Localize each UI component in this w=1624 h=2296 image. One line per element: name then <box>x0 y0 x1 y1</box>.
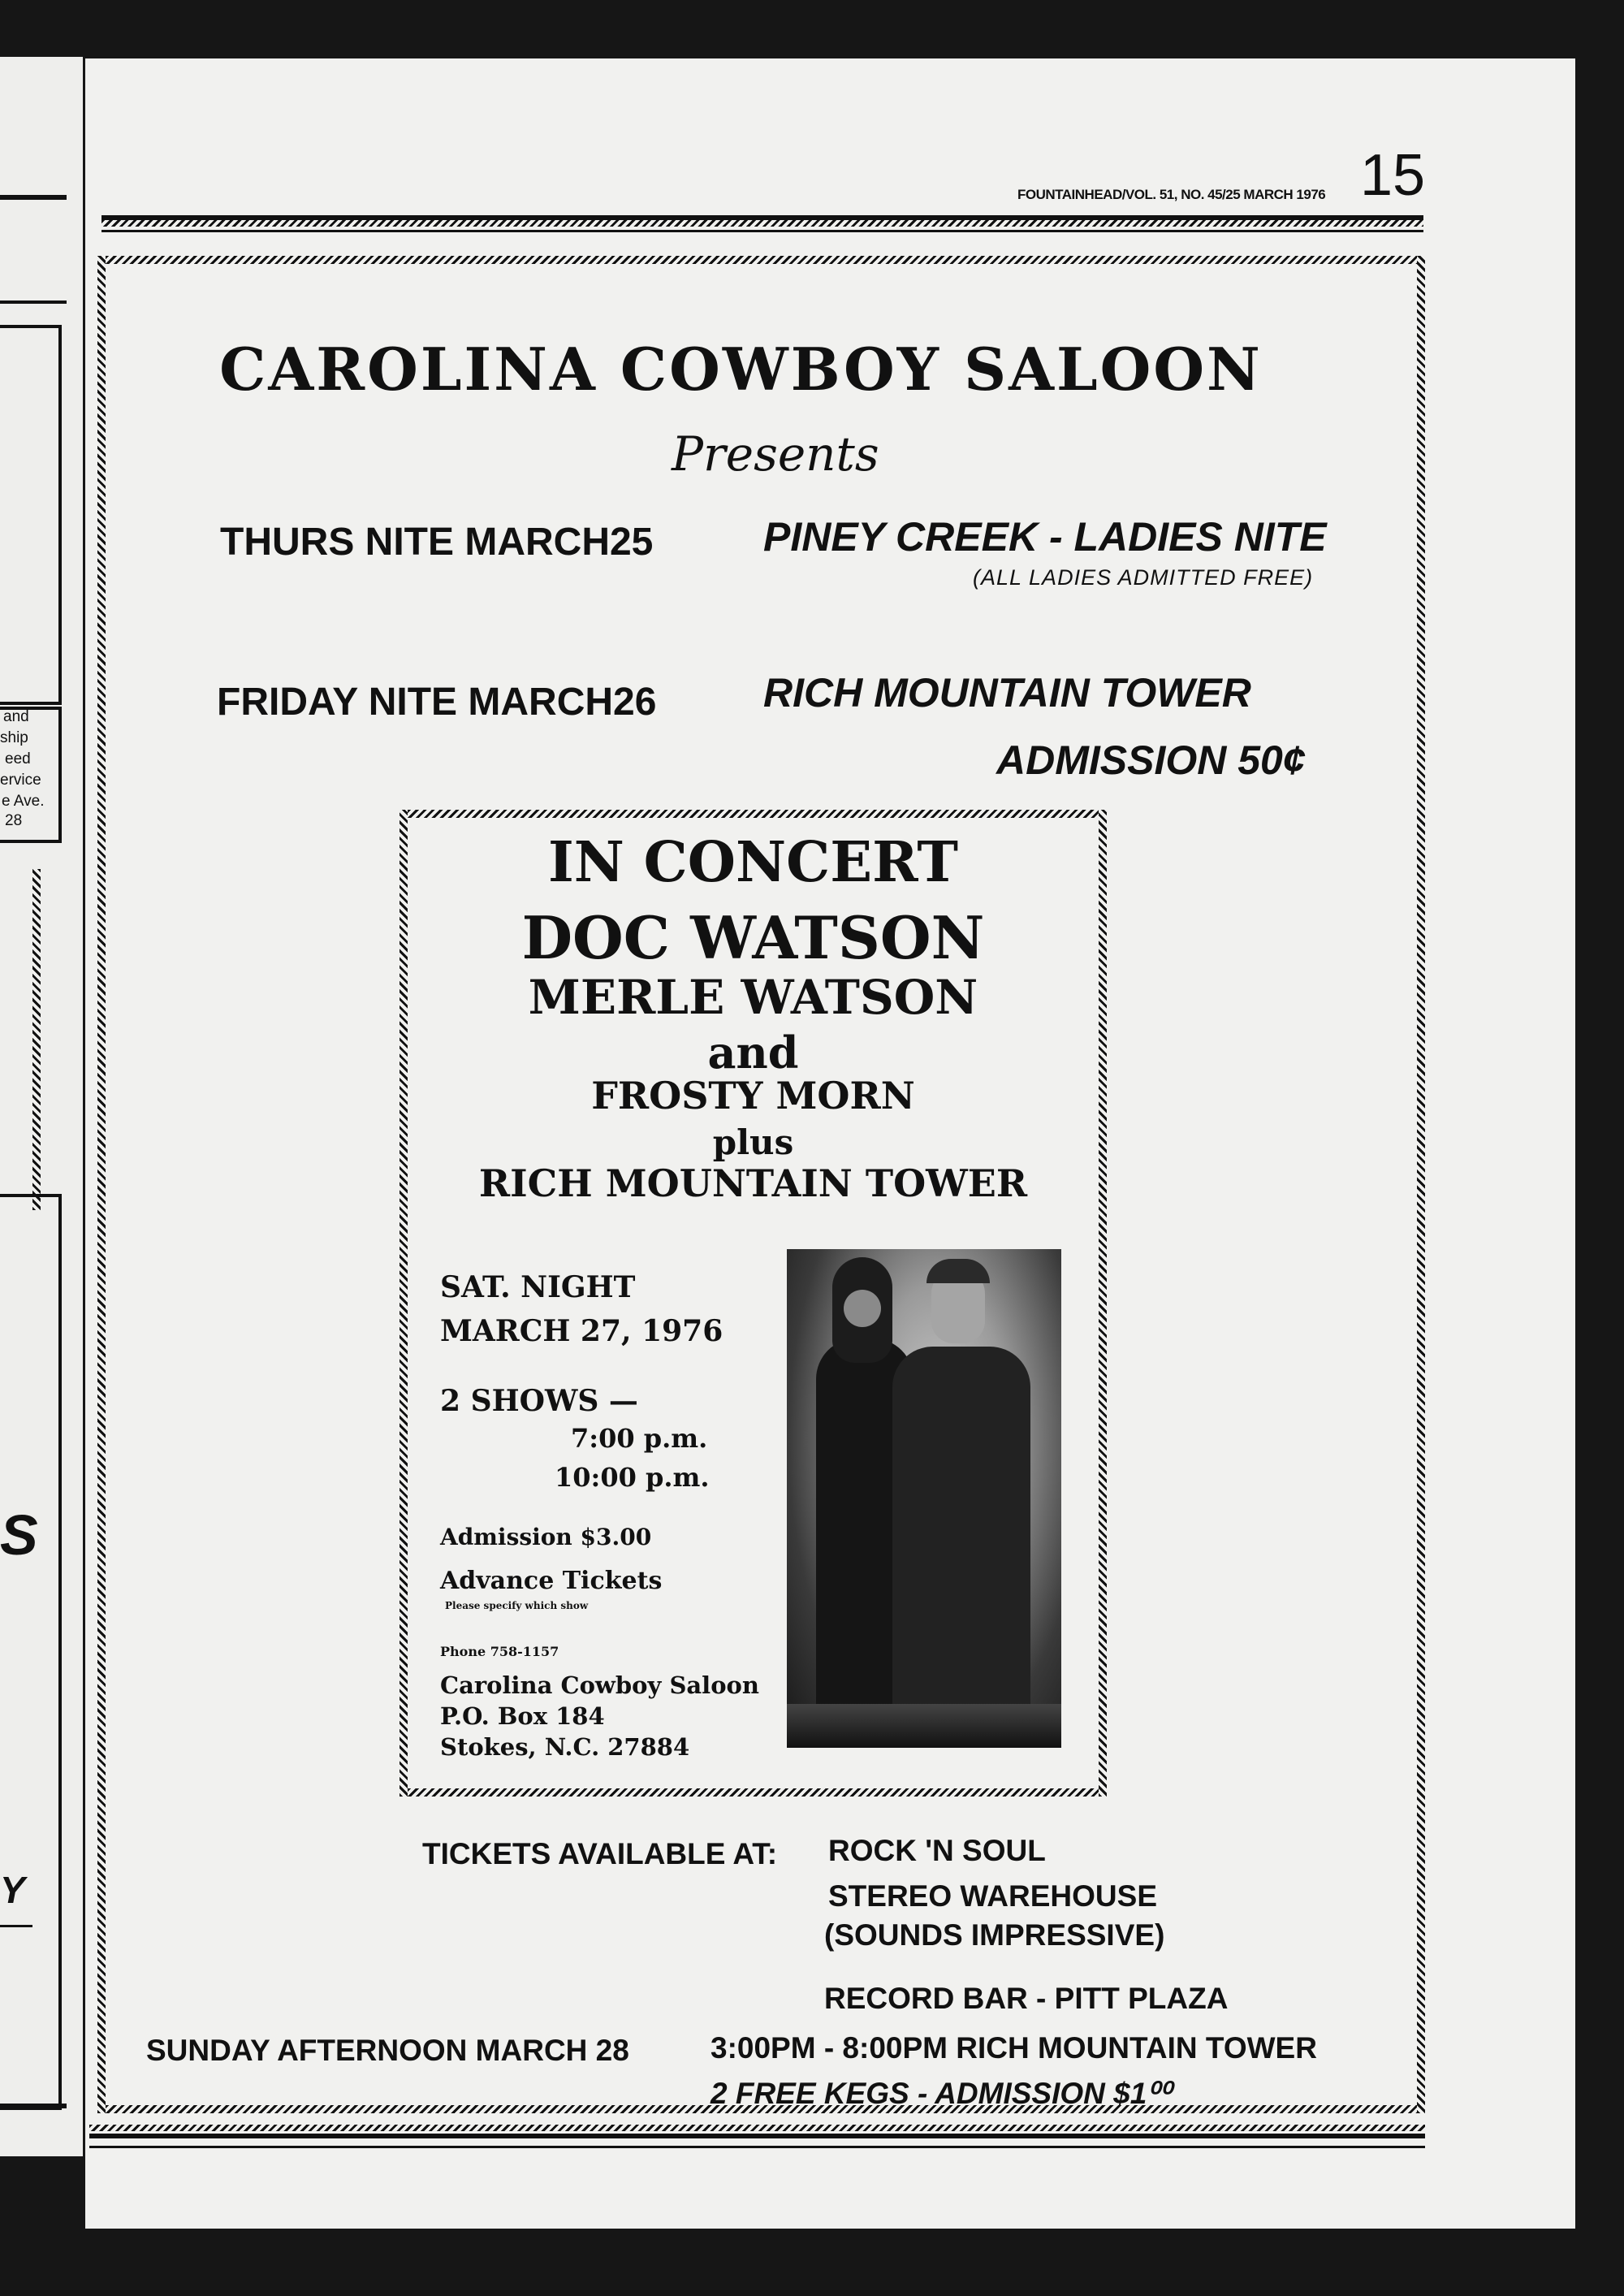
thursday-note: (ALL LADIES ADMITTED FREE) <box>973 565 1314 590</box>
concert-and: and <box>707 1027 799 1079</box>
fragment-text: ship <box>0 729 28 746</box>
concert-border-right <box>1099 810 1107 1797</box>
header-rule <box>102 230 1423 232</box>
concert-show-time: 10:00 p.m. <box>555 1462 710 1493</box>
performer-figure <box>892 1347 1030 1728</box>
newspaper-page <box>85 58 1575 2229</box>
ad-border-right <box>1417 256 1425 2113</box>
thursday-date: THURS NITE MARCH25 <box>220 521 654 564</box>
concert-shows-label: 2 SHOWS — <box>440 1384 638 1418</box>
address-line: P.O. Box 184 <box>440 1702 605 1730</box>
ticket-outlet: (SOUNDS IMPRESSIVE) <box>824 1918 1165 1952</box>
concert-support-1: FROSTY MORN <box>591 1074 915 1118</box>
fragment-text: S <box>0 1503 38 1567</box>
concert-border-bottom <box>400 1788 1107 1797</box>
performer-hair <box>926 1259 990 1283</box>
fragment-rule <box>0 195 67 200</box>
concert-border-top <box>400 810 1107 818</box>
address-line: Stokes, N.C. 27884 <box>440 1733 690 1761</box>
concert-day: SAT. NIGHT <box>440 1270 636 1304</box>
venue-title: CAROLINA COWBOY SALOON <box>219 335 1263 404</box>
footer-rope <box>89 2125 1425 2131</box>
presents-script: Presents <box>672 426 879 482</box>
header-rope <box>102 220 1423 227</box>
adjacent-page-fragment <box>0 57 83 2156</box>
fragment-box <box>0 1194 62 2110</box>
sunday-date: SUNDAY AFTERNOON MARCH 28 <box>146 2034 629 2067</box>
concert-co-headliner: MERLE WATSON <box>528 970 978 1025</box>
fragment-rule <box>0 301 67 304</box>
thursday-act: PINEY CREEK - LADIES NITE <box>763 514 1327 560</box>
concert-support-2: RICH MOUNTAIN TOWER <box>478 1161 1028 1205</box>
fragment-box <box>0 325 62 705</box>
fragment-text: Y <box>0 1869 25 1911</box>
sunday-details: 3:00PM - 8:00PM RICH MOUNTAIN TOWER <box>710 2031 1317 2065</box>
page-number: 15 <box>1360 143 1426 208</box>
masthead: FOUNTAINHEAD/VOL. 51, NO. 45/25 MARCH 1976 <box>1017 187 1326 202</box>
fragment-border <box>32 869 41 1210</box>
ticket-outlet: STEREO WAREHOUSE <box>828 1879 1157 1913</box>
friday-act: RICH MOUNTAIN TOWER <box>763 670 1251 716</box>
sunday-kegs: 2 FREE KEGS - ADMISSION $1⁰⁰ <box>710 2077 1171 2110</box>
address-line: Carolina Cowboy Saloon <box>440 1671 759 1699</box>
performer-face <box>844 1290 881 1327</box>
ticket-outlet: RECORD BAR - PITT PLAZA <box>824 1982 1229 2015</box>
friday-date: FRIDAY NITE MARCH26 <box>217 681 657 724</box>
fragment-text: 28 <box>5 812 23 829</box>
concert-phone: Phone 758-1157 <box>440 1644 559 1659</box>
footer-rule <box>89 2146 1425 2148</box>
fragment-text: ervice <box>0 772 41 789</box>
ad-border-left <box>97 256 106 2113</box>
photo-floor <box>787 1704 1061 1748</box>
fragment-rule <box>0 1925 32 1927</box>
concert-border-left <box>400 810 408 1797</box>
fragment-text: eed <box>5 750 31 767</box>
concert-advance-note: Please specify which show <box>445 1600 589 1611</box>
footer-rule <box>89 2134 1425 2138</box>
ad-border-top <box>97 256 1425 264</box>
concert-plus: plus <box>712 1122 794 1162</box>
fragment-text: e Ave. <box>2 793 45 810</box>
performers-photo <box>787 1249 1061 1748</box>
friday-admission: ADMISSION 50¢ <box>996 737 1306 783</box>
concert-show-time: 7:00 p.m. <box>571 1423 708 1454</box>
ticket-outlet: ROCK 'N SOUL <box>828 1834 1046 1867</box>
concert-headliner: DOC WATSON <box>521 903 985 972</box>
concert-heading: IN CONCERT <box>547 830 959 895</box>
concert-advance: Advance Tickets <box>440 1567 663 1595</box>
concert-date: MARCH 27, 1976 <box>440 1314 723 1348</box>
tickets-label: TICKETS AVAILABLE AT: <box>422 1837 778 1870</box>
concert-admission: Admission $3.00 <box>440 1524 652 1550</box>
fragment-rule <box>0 2104 67 2108</box>
fragment-text: and <box>3 708 29 725</box>
